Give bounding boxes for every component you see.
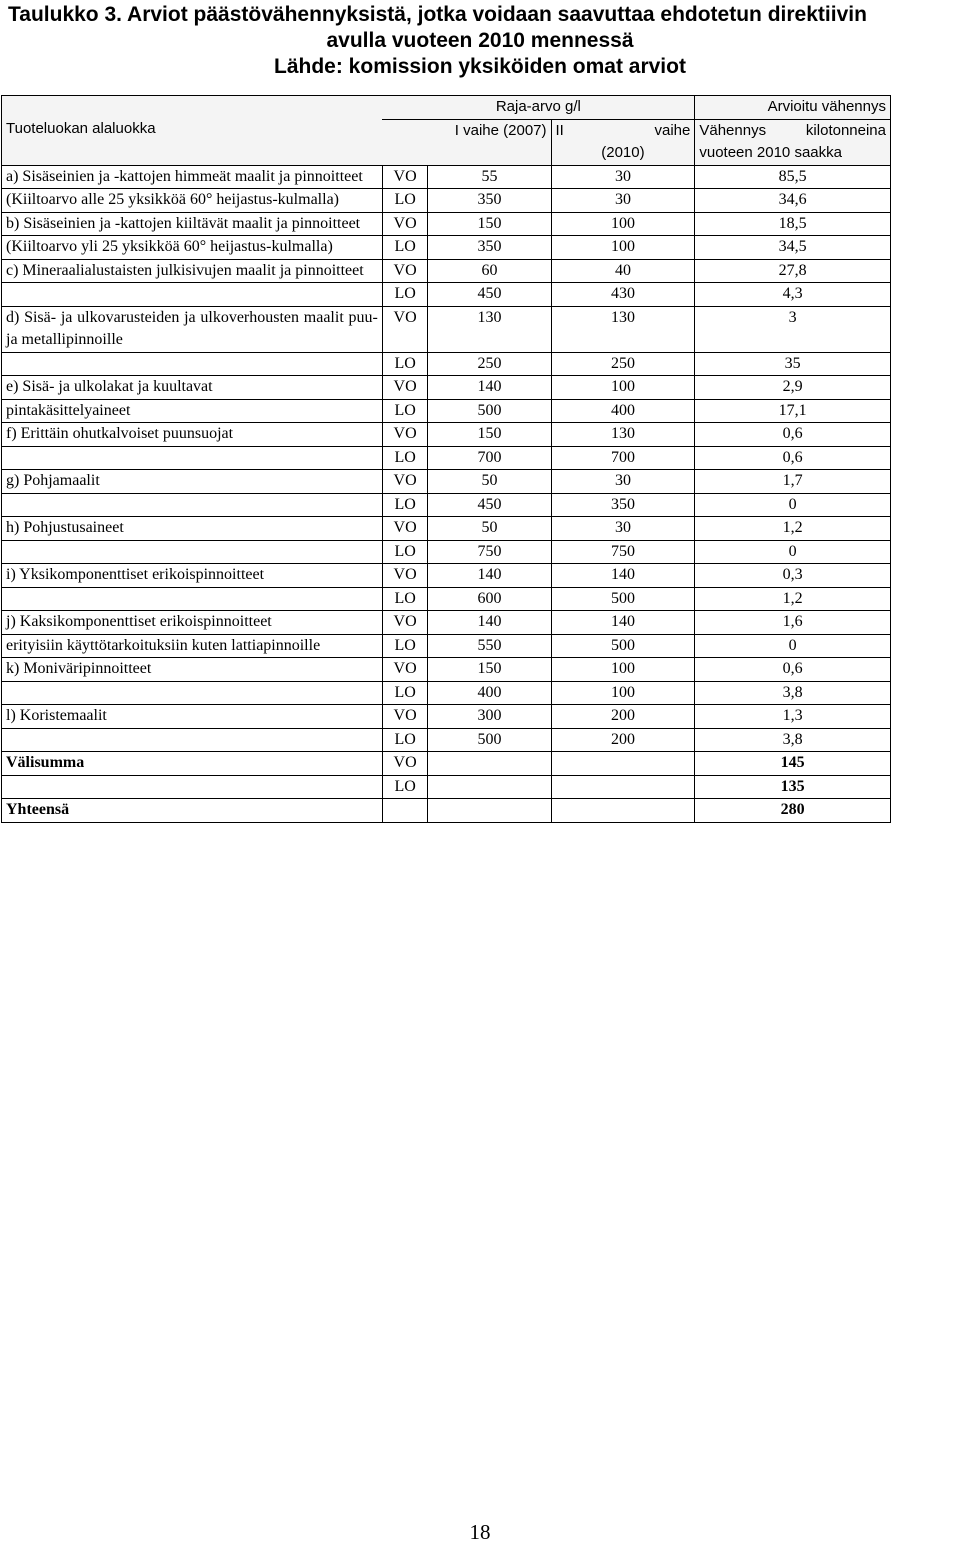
row-reduction: 1,6 <box>695 611 891 635</box>
row-category <box>2 540 383 564</box>
row-phase1-value: 140 <box>428 564 551 588</box>
row-category <box>2 493 383 517</box>
empty-cell <box>2 775 383 799</box>
row-category: l) Koristemaalit <box>2 705 383 729</box>
row-phase2-value: 130 <box>551 423 695 447</box>
table-row <box>2 423 891 447</box>
row-phase2-value: 140 <box>551 611 695 635</box>
row-phase2-value: 500 <box>551 587 695 611</box>
row-phase2-value: 100 <box>551 681 695 705</box>
row-phase2-value: 30 <box>551 470 695 494</box>
table-row <box>2 517 891 541</box>
table-row <box>2 352 891 376</box>
row-type: LO <box>382 681 428 705</box>
row-phase1-value: 250 <box>428 352 551 376</box>
row-category <box>2 728 383 752</box>
row-type: VO <box>382 165 428 189</box>
row-phase2-value: 30 <box>551 165 695 189</box>
table-row <box>2 634 891 658</box>
row-reduction: 3,8 <box>695 681 891 705</box>
row-reduction: 3,8 <box>695 728 891 752</box>
row-reduction: 34,5 <box>695 236 891 260</box>
table-row <box>2 728 891 752</box>
table-row <box>2 587 891 611</box>
table-row <box>2 681 891 705</box>
page-number: 18 <box>469 1520 491 1544</box>
row-phase1-value: 150 <box>428 423 551 447</box>
row-type: LO <box>382 540 428 564</box>
row-category <box>2 283 383 307</box>
row-reduction: 0,6 <box>695 658 891 682</box>
table-row <box>2 540 891 564</box>
empty-cell <box>551 775 695 799</box>
title-line-3: Lähde: komission yksiköiden omat arviot <box>274 55 686 78</box>
header-phase2-c: (2010) <box>601 144 645 161</box>
row-phase2-value: 200 <box>551 728 695 752</box>
table-row <box>2 236 891 260</box>
row-phase1-value: 450 <box>428 493 551 517</box>
header-row-1 <box>2 96 891 120</box>
row-reduction: 3 <box>695 306 891 352</box>
row-type: VO <box>382 611 428 635</box>
row-type: VO <box>382 564 428 588</box>
row-reduction: 34,6 <box>695 189 891 213</box>
row-type: LO <box>382 728 428 752</box>
row-reduction: 18,5 <box>695 212 891 236</box>
row-phase2-value: 100 <box>551 658 695 682</box>
row-reduction: 85,5 <box>695 165 891 189</box>
header-phase1-label: I vaihe (2007) <box>454 121 547 139</box>
subtotal-lo-type: LO <box>382 775 428 799</box>
header-limit <box>382 96 695 120</box>
row-phase1-value: 140 <box>428 611 551 635</box>
row-phase1-value: 550 <box>428 634 551 658</box>
header-category <box>2 96 383 166</box>
row-phase1-value: 350 <box>428 236 551 260</box>
title-line-2: avulla vuoteen 2010 mennessä <box>326 29 634 52</box>
row-reduction: 17,1 <box>695 399 891 423</box>
row-phase2-value: 350 <box>551 493 695 517</box>
row-type: LO <box>382 352 428 376</box>
table-row <box>2 564 891 588</box>
summary-row <box>2 752 891 776</box>
row-phase1-value: 750 <box>428 540 551 564</box>
row-phase2-value: 130 <box>551 306 695 352</box>
subtotal-label: Välisumma <box>2 752 383 776</box>
row-phase2-value: 750 <box>551 540 695 564</box>
row-phase2-value: 100 <box>551 212 695 236</box>
row-phase1-value: 350 <box>428 189 551 213</box>
row-reduction: 0 <box>695 634 891 658</box>
table-row <box>2 259 891 283</box>
row-reduction: 0,6 <box>695 423 891 447</box>
table-row <box>2 189 891 213</box>
row-type: LO <box>382 189 428 213</box>
summary-row <box>2 799 891 823</box>
row-reduction: 35 <box>695 352 891 376</box>
total-label: Yhteensä <box>2 799 383 823</box>
header-limit-label: Raja-arvo g/l <box>495 98 581 115</box>
row-category: erityisiin käyttötarkoituksiin kuten lattiapinnoille <box>2 634 383 658</box>
row-reduction: 1,2 <box>695 517 891 541</box>
table-row <box>2 493 891 517</box>
emission-reduction-table <box>1 95 891 823</box>
row-type: VO <box>382 306 428 352</box>
table-row <box>2 399 891 423</box>
row-category: e) Sisä- ja ulkolakat ja kuultavat <box>2 376 383 400</box>
row-phase2-value: 430 <box>551 283 695 307</box>
row-category: a) Sisäseinien ja -kattojen himmeät maalit ja pinnoitteet <box>2 165 383 189</box>
row-reduction: 0 <box>695 493 891 517</box>
row-type: VO <box>382 423 428 447</box>
table-row <box>2 283 891 307</box>
row-phase1-value: 50 <box>428 470 551 494</box>
row-phase1-value: 700 <box>428 446 551 470</box>
row-type: VO <box>382 376 428 400</box>
row-category: b) Sisäseinien ja -kattojen kiiltävät maalit ja pinnoitteet <box>2 212 383 236</box>
row-phase2-value: 500 <box>551 634 695 658</box>
header-phase1 <box>382 119 551 165</box>
empty-cell <box>428 752 551 776</box>
row-phase1-value: 500 <box>428 399 551 423</box>
table-title <box>0 2 960 80</box>
row-reduction: 27,8 <box>695 259 891 283</box>
row-phase1-value: 500 <box>428 728 551 752</box>
row-phase2-value: 140 <box>551 564 695 588</box>
row-type: VO <box>382 705 428 729</box>
row-category: (Kiiltoarvo yli 25 yksikköä 60° heijastus-kulmalla) <box>2 236 383 260</box>
row-phase2-value: 250 <box>551 352 695 376</box>
row-phase1-value: 300 <box>428 705 551 729</box>
row-phase2-value: 200 <box>551 705 695 729</box>
row-phase1-value: 150 <box>428 658 551 682</box>
header-phase2-a: II <box>555 121 564 139</box>
header-estimated <box>695 96 891 120</box>
empty-cell <box>551 799 695 823</box>
row-type: LO <box>382 446 428 470</box>
row-phase2-value: 30 <box>551 189 695 213</box>
row-phase1-value: 130 <box>428 306 551 352</box>
table-row <box>2 705 891 729</box>
table-row <box>2 212 891 236</box>
row-phase1-value: 600 <box>428 587 551 611</box>
table-row <box>2 306 891 352</box>
table-row <box>2 376 891 400</box>
row-category <box>2 446 383 470</box>
empty-cell <box>382 799 428 823</box>
row-phase2-value: 100 <box>551 376 695 400</box>
row-type: LO <box>382 283 428 307</box>
subtotal-lo-value: 135 <box>695 775 891 799</box>
header-category-label: Tuoteluokan alaluokka <box>6 120 156 137</box>
row-category <box>2 352 383 376</box>
row-category: k) Moniväripinnoitteet <box>2 658 383 682</box>
row-reduction: 1,2 <box>695 587 891 611</box>
row-phase1-value: 60 <box>428 259 551 283</box>
empty-cell <box>428 775 551 799</box>
header-reduction <box>695 119 891 165</box>
row-phase2-value: 100 <box>551 236 695 260</box>
empty-cell <box>428 799 551 823</box>
row-type: VO <box>382 259 428 283</box>
title-line-1: Taulukko 3. Arviot päästövähennyksistä, jotka voidaan saavuttaa ehdotetun direktiivin <box>8 3 867 26</box>
row-category: pintakäsittelyaineet <box>2 399 383 423</box>
row-type: VO <box>382 212 428 236</box>
row-category: h) Pohjustusaineet <box>2 517 383 541</box>
empty-cell <box>551 752 695 776</box>
row-reduction: 1,7 <box>695 470 891 494</box>
row-type: LO <box>382 236 428 260</box>
table-row <box>2 658 891 682</box>
row-category: f) Erittäin ohutkalvoiset puunsuojat <box>2 423 383 447</box>
row-phase1-value: 50 <box>428 517 551 541</box>
subtotal-vo-value: 145 <box>695 752 891 776</box>
row-phase1-value: 140 <box>428 376 551 400</box>
row-phase2-value: 700 <box>551 446 695 470</box>
table-row <box>2 470 891 494</box>
header-reduction-label: Vähennys kilotonneina vuoteen 2010 saakka <box>699 121 886 161</box>
row-reduction: 0,6 <box>695 446 891 470</box>
header-phase2-b: vaihe <box>654 121 691 139</box>
row-type: LO <box>382 493 428 517</box>
row-category: i) Yksikomponenttiset erikoispinnoitteet <box>2 564 383 588</box>
row-category: (Kiiltoarvo alle 25 yksikköä 60° heijastus-kulmalla) <box>2 189 383 213</box>
row-category: d) Sisä- ja ulkovarusteiden ja ulkoverhousten maalit puu- ja metallipinnoille <box>2 306 383 352</box>
header-phase2 <box>551 119 695 165</box>
row-category <box>2 587 383 611</box>
row-category: g) Pohjamaalit <box>2 470 383 494</box>
row-type: LO <box>382 587 428 611</box>
table-row <box>2 446 891 470</box>
row-reduction: 1,3 <box>695 705 891 729</box>
total-value: 280 <box>695 799 891 823</box>
row-type: LO <box>382 399 428 423</box>
row-reduction: 0,3 <box>695 564 891 588</box>
table-row <box>2 611 891 635</box>
row-reduction: 4,3 <box>695 283 891 307</box>
row-phase1-value: 400 <box>428 681 551 705</box>
header-phase2-line <box>556 120 691 143</box>
row-type: LO <box>382 634 428 658</box>
row-phase1-value: 55 <box>428 165 551 189</box>
row-phase2-value: 30 <box>551 517 695 541</box>
row-type: VO <box>382 517 428 541</box>
row-type: VO <box>382 470 428 494</box>
row-phase1-value: 150 <box>428 212 551 236</box>
row-category: j) Kaksikomponenttiset erikoispinnoitteet <box>2 611 383 635</box>
row-category <box>2 681 383 705</box>
row-type: VO <box>382 658 428 682</box>
row-reduction: 2,9 <box>695 376 891 400</box>
summary-row <box>2 775 891 799</box>
subtotal-vo-type: VO <box>382 752 428 776</box>
table-row <box>2 165 891 189</box>
row-phase2-value: 400 <box>551 399 695 423</box>
row-reduction: 0 <box>695 540 891 564</box>
row-phase1-value: 450 <box>428 283 551 307</box>
row-phase2-value: 40 <box>551 259 695 283</box>
header-estimated-label: Arvioitu vähennys <box>767 98 886 115</box>
row-category: c) Mineraalialustaisten julkisivujen maalit ja pinnoitteet <box>2 259 383 283</box>
